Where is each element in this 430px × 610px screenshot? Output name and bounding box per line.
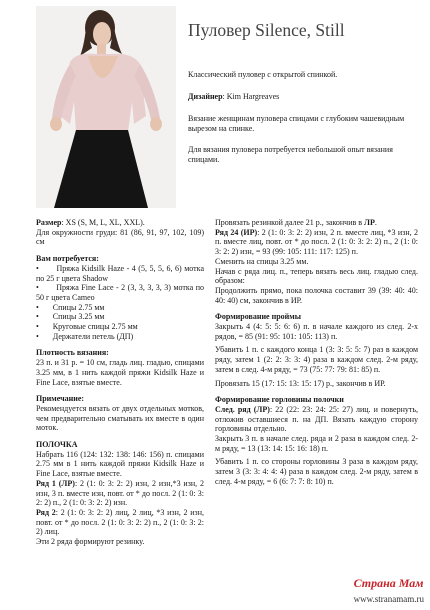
right-p1-end: . xyxy=(374,218,377,227)
neck-text-2: Закрыть 3 п. в начале след. ряда и 2 раза в каждом след. 2-м ряду, = 13 (13: 14: 15: 16: 18) п. xyxy=(215,434,418,453)
row-end: Эти 2 ряда формируют резинку. xyxy=(36,537,145,547)
watermark-url: www.stranamam.ru xyxy=(353,594,424,604)
neck-text-1: : 22 (22: 23: 24: 25: 27) лиц. и повернуть, отложив оставшиеся п. на ДП. Вязать каждую сторону горловины отдельно. xyxy=(215,404,418,434)
intro-paragraph-2: Для вязания пуловера потребуется небольшой опыт вязания спицами. xyxy=(188,145,393,165)
armhole-text-2: Убавить 1 п. с каждого конца 1 (3: 3: 5: 5: 7) раз в каждом ряду, затем 1 (2: 2: 3: 3: 4) раза в каждом след. 2-м ряду, затем в след. 4-м ряду, = 73 (75: 77: 79: 81: 85) п. xyxy=(215,345,418,374)
size-label: Размер xyxy=(36,218,62,227)
gauge-heading: Плотность вязания: xyxy=(36,348,109,358)
model-photo xyxy=(36,6,176,208)
armhole-text-1: Закрыть 4 (4: 5: 5: 6: 6) п. в начале каждого из след. 2-х рядов, = 85 (91: 95: 101: 105: 113) п. xyxy=(215,322,418,341)
watermark-logo xyxy=(354,576,424,606)
materials-heading: Вам потребуется: xyxy=(36,254,99,264)
note-text: Рекомендуется вязать от двух отдельных мотков, чем предварительно сматывать их вместе в один моток. xyxy=(36,403,204,433)
chest-line: Для окружности груди: 81 (86, 91, 97, 102, 109) см xyxy=(36,227,204,247)
note-label: Примечание xyxy=(36,394,82,404)
row2-line xyxy=(36,508,204,537)
row24-text: : 2 (1: 0: 3: 2: 2) изн, 2 п. вместе лиц, *3 изн, 2 п. вместе лиц, повт. от * до посл. 2 (1: 0: 3: 2: 2) п., 2 (1: 0: 3: 2: 2) изн, = 93 (99: 105: 111: 117: 125) п. xyxy=(215,227,418,257)
armhole-text-3: Провязать 15 (17: 15: 13: 15: 17) р., закончив в ИР. xyxy=(215,378,386,388)
row2-text: : 2 (1: 0: 3: 2: 2) лиц, 2 лиц, *3 изн, 2 изн, повт. от * до посл. 2 (1: 0: 3: 2: 2) п., 2 (1: 0: 3: 2: 2) лиц. xyxy=(36,507,204,537)
intro-paragraph-1: Вязание женщинам пуловера спицами с глубоким чашевидным вырезом на спинке. xyxy=(188,114,405,134)
designer-label: Дизайнер xyxy=(188,92,223,101)
back-text: Набрать 116 (124: 132: 138: 146: 156) п. спицами 2.75 мм в 1 нить каждой пряжи Kidsilk Haze и Fine Lace, взятые вместе. xyxy=(36,449,204,479)
material-item: • Держатели петель (ДП) xyxy=(36,331,134,341)
right-p1 xyxy=(215,218,418,228)
neck-line xyxy=(215,405,418,434)
armhole-heading: Формирование проймы xyxy=(215,312,301,322)
neck-text-3: Убавить 1 п. со стороны горловины 3 раза в каждом ряду, затем 3 (3: 3: 4: 4: 4) раза в каждом след. 2-м ряду, затем в след. 4-м ряду, = 6 (6: 7: 7: 8: 10) п. xyxy=(215,457,418,486)
row1-label: Ряд 1 (ЛР) xyxy=(36,478,75,488)
right-column xyxy=(215,218,418,487)
right-p1-bold: ЛР xyxy=(364,218,375,227)
pattern-title: Пуловер Silence, Still xyxy=(188,20,345,40)
designer-line xyxy=(188,92,424,102)
watermark-main: Страна Мам xyxy=(353,576,424,590)
right-p1-text: Провязать резинкой далее 21 р., закончив в xyxy=(215,218,365,227)
model-illustration xyxy=(36,6,176,208)
size-line xyxy=(36,218,204,228)
row2-label: Ряд 2 xyxy=(36,507,56,517)
row24-label: Ряд 24 (ИР) xyxy=(215,227,258,237)
right-p3: Начав с ряда лиц. п., теперь вязать весь лиц. гладью след. образом: xyxy=(215,266,418,286)
right-p4: Продолжить прямо, пока полочка составит 39 (39: 40: 40: 40: 40) см, закончив в ИР. xyxy=(215,285,418,305)
size-value: : XS (S, M, L, XL, XXL). xyxy=(61,218,145,227)
neck-label: След. ряд (ЛР) xyxy=(215,404,270,414)
row1-line xyxy=(36,479,204,508)
material-item: • Пряжа Fine Lace - 2 (3, 3, 3, 3, 3) мотка по 50 г цвета Cameo xyxy=(36,283,204,302)
material-item: • Круговые спицы 2.75 мм xyxy=(36,322,138,332)
row1-text: : 2 (1: 0: 3: 2: 2) изн, 2 изн,*3 изн, 2 изн, 3 п. вместе изн, повт. от * до посл. 2 (1: 0: 3: 2: 2) п., 2 (1: 0: 3: 2: 2) изн. xyxy=(36,478,205,508)
gauge-text: 23 п. и 31 р. = 10 см, гладь лиц. гладью, спицами 3.25 мм, в 1 нить каждой пряжи Kidsilk Haze и Fine Lace, взятые вместе. xyxy=(36,358,204,387)
left-column xyxy=(36,218,204,547)
note-heading: Примечание: xyxy=(36,394,85,404)
back-heading: ПОЛОЧКА xyxy=(36,440,78,450)
material-item: • Пряжа Kidsilk Haze - 4 (5, 5, 5, 6, 6) мотка по 25 г цвета Shadow xyxy=(36,263,204,283)
right-p2: Сменить на спицы 3.25 мм. xyxy=(215,256,309,266)
intro-description: Классический пуловер с открытой спинкой. xyxy=(188,70,338,79)
neck-heading: Формирование горловины полочки xyxy=(215,395,344,405)
row24-line xyxy=(215,228,418,257)
designer-name: : Kim Hargreaves xyxy=(222,92,280,101)
material-item: • Спицы 3.25 мм xyxy=(36,312,105,322)
material-item: • Спицы 2.75 мм xyxy=(36,302,105,312)
